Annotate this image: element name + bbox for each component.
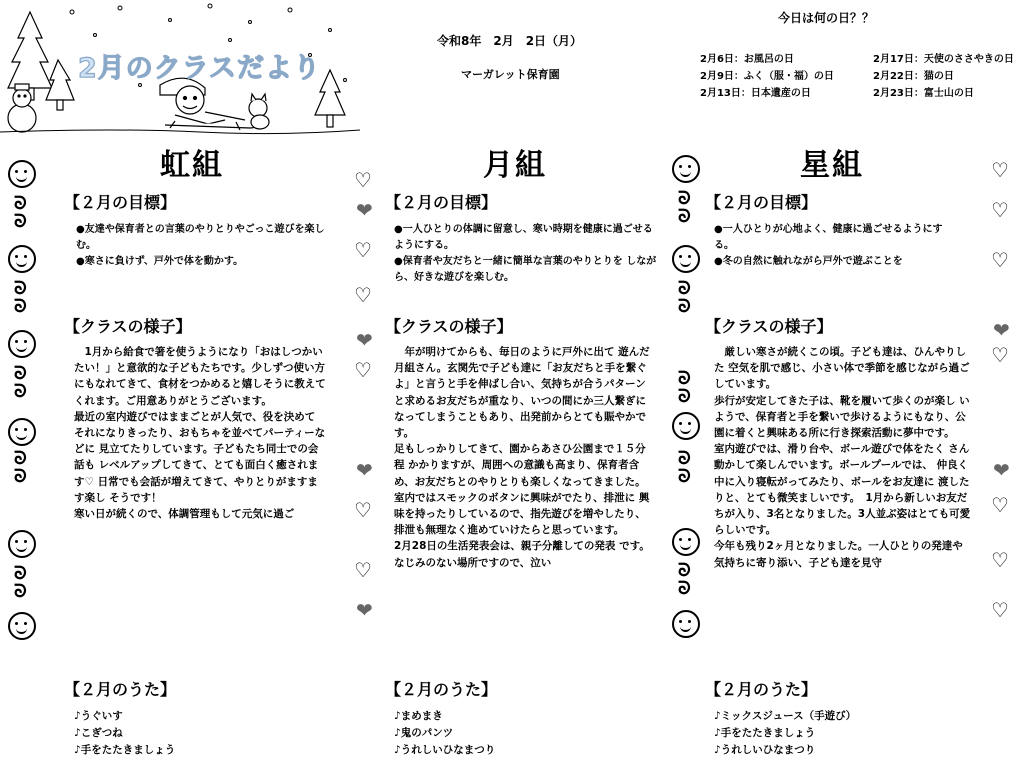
heart-icon: ♡ — [991, 493, 1009, 517]
swirl-icon: ᘐ ᘐ — [14, 563, 27, 602]
class-name: 星組 — [800, 148, 864, 183]
goal-heading: 【２月の目標】 — [64, 193, 177, 212]
heart-icon: ♡ — [354, 498, 372, 522]
song-list — [74, 708, 175, 759]
left-border-decoration — [6, 150, 46, 650]
right-border-decoration — [985, 150, 1025, 650]
song-item: ♪うれしいひなまつり — [714, 744, 816, 756]
goal-item: ●冬の自然に触れながら戸外で遊ぶことを — [714, 256, 903, 267]
state-paragraph: 寒い日が続くので、体調管理もして元気に過ご — [74, 508, 295, 521]
state-paragraph: 2月28日の生活発表会は、親子分離しての発表 です。なじみのない場所ですので、泣い — [394, 540, 650, 569]
oni-face-icon — [8, 245, 36, 273]
goal-item: ●寒さに負けず、戸外で体を動かす。 — [76, 256, 244, 267]
swirl-icon: ᘐ ᘐ — [678, 278, 691, 317]
song-heading: 【２月のうた】 — [64, 680, 177, 699]
state-paragraph: 室内ではスモックのボタンに興味がでたり、排泄に 興味を持ったりしているので、指先遊びを増やしたり、排泄も無理なく進めていけたらと思っています。 — [394, 491, 650, 537]
patterned-heart-icon: ❤ — [356, 198, 373, 222]
heart-icon: ♡ — [354, 168, 372, 192]
goal-heading: 【２月の目標】 — [705, 193, 818, 212]
newsletter-title: 2月のクラスだより — [78, 53, 321, 84]
state-text — [714, 344, 976, 638]
heart-icon: ♡ — [354, 238, 372, 262]
song-item: ♪ミックスジュース（手遊び） — [714, 710, 857, 722]
song-item: ♪こぎつね — [74, 727, 123, 739]
heart-icon: ♡ — [991, 158, 1009, 182]
swirl-icon: ᘐ ᘐ — [678, 188, 691, 227]
oni-face-icon — [8, 330, 36, 358]
goal-item: ●一人ひとりが心地よく、健康に過ごせるようにする。 — [714, 224, 943, 251]
special-day-item: 2月6日：お風呂の日 — [700, 54, 794, 65]
song-heading: 【２月のうた】 — [385, 680, 498, 699]
state-heading: 【クラスの様子】 — [64, 317, 192, 336]
goal-item: ●友達や保育者との言葉のやりとりやごっこ遊びを楽しむ。 — [76, 224, 325, 251]
song-list — [714, 708, 856, 759]
middle-right-border-decoration — [670, 150, 710, 650]
state-text — [394, 344, 656, 638]
heart-icon: ♡ — [991, 598, 1009, 622]
patterned-heart-icon: ❤ — [993, 318, 1010, 342]
issue-date: 令和8年 2月 2日（月） — [437, 34, 583, 48]
oni-face-icon — [8, 160, 36, 188]
patterned-heart-icon: ❤ — [356, 328, 373, 352]
special-day-item: 2月23日：富士山の日 — [873, 88, 974, 99]
state-text — [74, 344, 326, 540]
goal-item: ●保育者や友だちと一緒に簡単な言葉のやりとりを しながら、好きな遊びを楽しむ。 — [394, 256, 657, 283]
state-paragraph: 今年も残り2ヶ月となりました。一人ひとりの発達や 気持ちに寄り添い、子ども達を見守 — [714, 540, 963, 569]
swirl-icon: ᘐ ᘐ — [14, 363, 27, 402]
heart-icon: ♡ — [354, 558, 372, 582]
special-day-item: 2月13日：日本遺産の日 — [700, 88, 811, 99]
swirl-icon: ᘐ ᘐ — [14, 448, 27, 487]
song-item: ♪手をたたきましょう — [714, 727, 816, 739]
oni-face-icon — [8, 612, 36, 640]
heart-icon: ♡ — [354, 283, 372, 307]
state-paragraph: 1月から給食で箸を使うようになり「おはしつかい たい！」と意欲的な子どもたちです。少しずつ使い方 にもなれてきて、食材をつかめると嬉しそうに教えて くれます。ご用意ありがとうございます。 — [74, 346, 326, 407]
class-name: 月組 — [483, 148, 547, 183]
oni-face-icon — [672, 412, 700, 440]
oni-face-icon — [672, 245, 700, 273]
special-day-item: 2月22日：猫の日 — [873, 71, 954, 82]
state-paragraph: 厳しい寒さが続くこの頃。子ども達は、ひんやりした 空気を肌で感じ、小さい体で季節を感じながら過ご しています。 — [714, 346, 970, 391]
state-paragraph: 室内遊びでは、滑り台や、ボール遊びで体をたく さん動かして楽しんでいます。ボールプールでは、 仲良く中に入り寝転がってみたり、ボールをお友達に 渡したりと、とても微笑ましいです。 1月から新しいお友だちが入り、3名となりました。3人並ぶ姿はとても可愛らしいです。 — [714, 443, 971, 537]
state-paragraph: 年が明けてからも、毎日のように戸外に出て 遊んだ月組さん。玄関先で子ども達に「お友だちと手を繋ぐよ」と言うと手を伸ばし合い、気持ちが合うパターンと求めるお友だちが重なり、いつの間にか三人繋ぎになってしまうこともあり、出発前からとても賑やかです。 — [394, 346, 650, 440]
class-name: 虹組 — [160, 148, 224, 183]
school-name: マーガレット保育園 — [461, 68, 560, 81]
oni-face-icon — [8, 418, 36, 446]
swirl-icon: ᘐ ᘐ — [14, 193, 27, 232]
special-day-item: 2月17日：天使のささやきの日 — [873, 54, 1014, 65]
swirl-icon: ᘐ ᘐ — [678, 368, 691, 407]
heart-icon: ♡ — [991, 198, 1009, 222]
song-item: ♪うれしいひなまつり — [394, 744, 496, 756]
heart-icon: ♡ — [991, 343, 1009, 367]
patterned-heart-icon: ❤ — [993, 458, 1010, 482]
middle-left-border-decoration — [350, 160, 390, 650]
goal-list — [714, 222, 944, 270]
swirl-icon: ᘐ ᘐ — [678, 560, 691, 599]
goal-item: ●一人ひとりの体調に留意し、寒い時期を健康に過ごせるようにする。 — [394, 224, 653, 251]
swirl-icon: ᘐ ᘐ — [14, 278, 27, 317]
special-day-item: 2月9日：ふく（服・福）の日 — [700, 71, 834, 82]
state-heading: 【クラスの様子】 — [385, 317, 513, 336]
special-days-left — [700, 51, 834, 102]
song-list — [394, 708, 495, 759]
oni-face-icon — [672, 155, 700, 183]
goal-list — [394, 222, 658, 286]
oni-face-icon — [672, 610, 700, 638]
heart-icon: ♡ — [991, 548, 1009, 572]
oni-face-icon — [8, 530, 36, 558]
patterned-heart-icon: ❤ — [356, 598, 373, 622]
state-paragraph: 歩行が安定してきた子は、靴を履いて歩くのが楽し いようで、保育者と手を繋いで歩けるようにもなり、公園に着くと興味ある所に行き探索活動に夢中です。 — [714, 394, 970, 440]
song-item: ♪うぐいす — [74, 710, 123, 722]
song-item: ♪まめまき — [394, 710, 443, 722]
song-item: ♪手をたたきましょう — [74, 744, 176, 756]
heart-icon: ♡ — [354, 358, 372, 382]
goal-list — [76, 222, 326, 270]
oni-face-icon — [672, 528, 700, 556]
patterned-heart-icon: ❤ — [356, 458, 373, 482]
today-heading: 今日は何の日？？ — [778, 11, 875, 25]
state-paragraph: 足もしっかりしてきて、園からあさひ公園まで１５分程 かかりますが、周囲への意識も高まり、保育者含め、お友だちとのやりとりも楽しくなってきました。 — [394, 443, 646, 488]
swirl-icon: ᘐ ᘐ — [678, 448, 691, 487]
state-paragraph: 最近の室内遊びではままごとが人気で、役を決めて それになりきったり、おもちゃを並べてパーティーなどに 見立てたりしています。子どもたち同士での会話も レベルアップしてきて、とても面白く癒されます♡ 日常でも会話が増えてきて、やりとりがますます楽し そうです！ — [74, 410, 326, 504]
heart-icon: ♡ — [991, 248, 1009, 272]
special-days-right — [873, 51, 1014, 102]
goal-heading: 【２月の目標】 — [385, 193, 498, 212]
song-heading: 【２月のうた】 — [705, 680, 818, 699]
state-heading: 【クラスの様子】 — [705, 317, 833, 336]
song-item: ♪鬼のパンツ — [394, 727, 454, 739]
